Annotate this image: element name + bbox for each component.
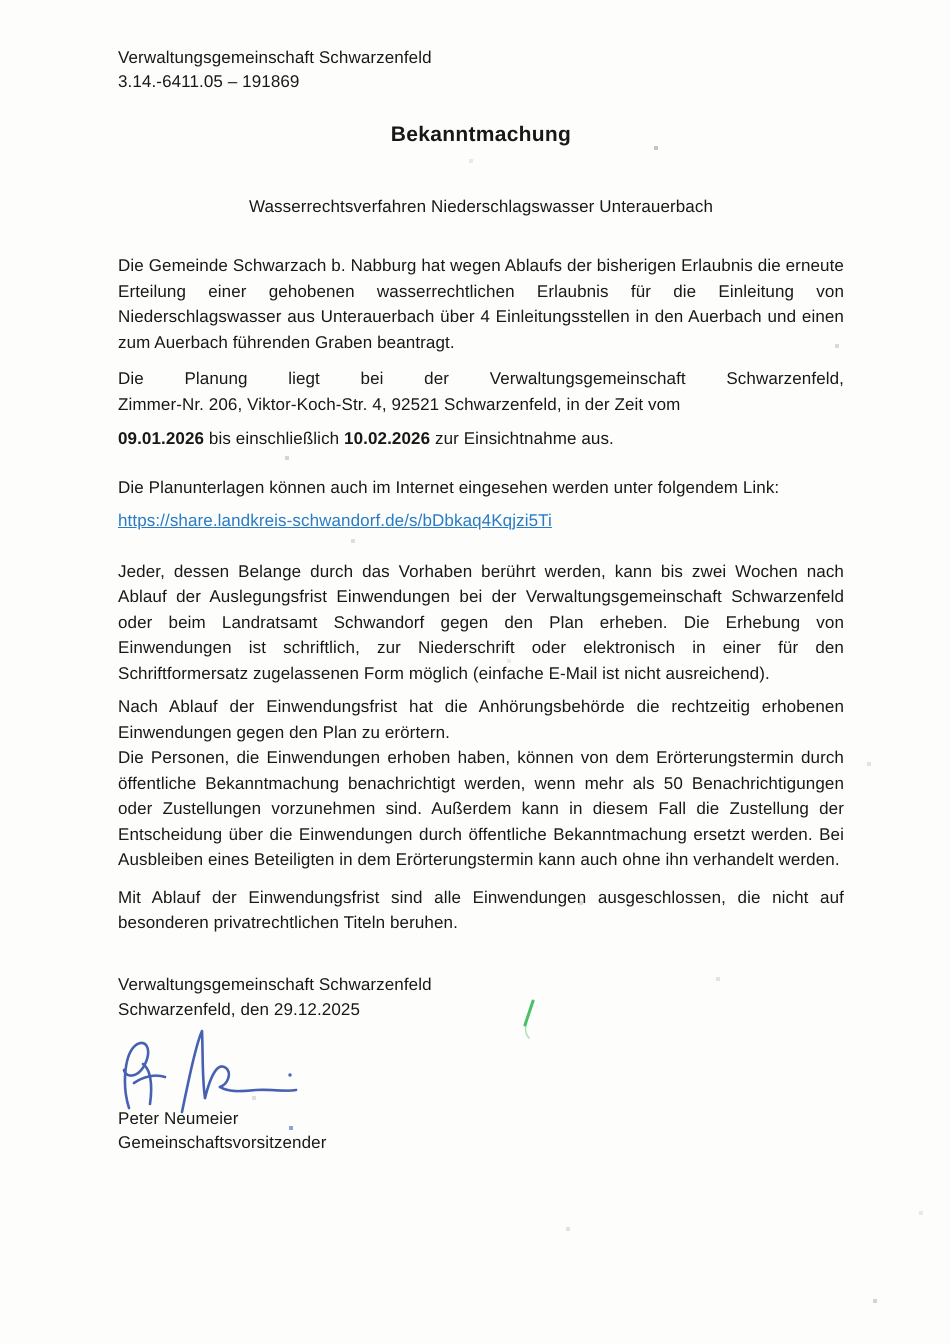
green-pen-mark xyxy=(519,998,539,1040)
scan-noise-speckles xyxy=(0,0,2,2)
signer-role: Gemeinschaftsvorsitzender xyxy=(118,1132,327,1152)
body-paragraph-exclusion: Mit Ablauf der Einwendungsfrist sind alle Einwendungen ausgeschlossen, die nicht auf besonderen privatrechtlichen Titeln beruhen. xyxy=(118,887,844,932)
inspection-line-2: Zimmer-Nr. 206, Viktor-Koch-Str. 4, 92521 Schwarzenfeld, in der Zeit vom xyxy=(118,394,681,414)
plan-link-line xyxy=(118,508,844,534)
notice-document xyxy=(118,46,844,1155)
handwritten-signature xyxy=(112,1028,302,1116)
body-paragraph-hearing: Nach Ablauf der Einwendungsfrist hat die Anhörungsbehörde die rechtzeitig erhobenen Einwendungen gegen den Plan zu erörtern. xyxy=(118,697,844,742)
signature-area xyxy=(112,1028,844,1116)
file-reference-number: 3.14.-6411.05 – 191869 xyxy=(118,72,300,91)
inspection-dates-connector: bis einschließlich xyxy=(208,429,340,448)
closing-org: Verwaltungsgemeinschaft Schwarzenfeld xyxy=(118,974,432,994)
sender-org: Verwaltungsgemeinschaft Schwarzenfeld xyxy=(118,48,432,67)
inspection-line-1: Die Planung liegt bei der Verwaltungsgemeinschaft Schwarzenfeld, xyxy=(118,369,844,388)
signer-name: Peter Neumeier xyxy=(118,1108,239,1128)
inspection-start-date: 09.01.2026 xyxy=(118,429,205,448)
closing-place-date: Schwarzenfeld, den 29.12.2025 xyxy=(118,999,361,1019)
body-paragraph-application: Die Gemeinde Schwarzach b. Nabburg hat wegen Ablaufs der bisherigen Erlaubnis die erneute Erteilung einer gehobenen wasserrechtlichen Erlaubnis für die Einleitung von Niederschlagswasser aus Unterauerbach über 4 Einleitungsstellen in den Auerbach und einen zum Auerbach führenden Graben beantragt. xyxy=(118,256,844,352)
plan-documents-link[interactable]: https://share.landkreis-schwandorf.de/s/bDbkaq4Kqjzi5Ti xyxy=(118,511,552,530)
body-paragraph-objections: Jeder, dessen Belange durch das Vorhaben berührt werden, kann bis zwei Wochen nach Ablauf der Auslegungsfrist Einwendungen bei der Verwaltungsgemeinschaft Schwarzenfeld oder beim Landratsamt Schwandorf gegen den Plan erheben. Die Erhebung von Einwendungen ist schriftlich, zur Niederschrift oder elektronisch in einer für den Schriftformersatz zugelassenen Form möglich (einfache E-Mail ist nicht ausreichend). xyxy=(118,561,844,683)
inspection-end-date: 10.02.2026 xyxy=(344,429,431,448)
body-paragraph-notification: Die Personen, die Einwendungen erhoben haben, können von dem Erörterungstermin durch öffentliche Bekanntmachung benachrichtigt werden, wenn mehr als 50 Benachrichtigungen oder Zustellungen vorzunehmen sind. Außerdem kann in diesem Fall die Zustellung der Entscheidung über die Einwendungen durch öffentliche Bekanntmachung ersetzt werden. Bei Ausbleiben eines Beteiligten in dem Erörterungstermin kann auch ohne ihn verhandelt werden. xyxy=(118,748,844,869)
internet-info-line: Die Planunterlagen können auch im Internet eingesehen werden unter folgendem Link: xyxy=(118,477,780,497)
body-paragraph-inspection xyxy=(118,366,844,417)
inspection-dates-tail: zur Einsichtnahme aus. xyxy=(434,429,614,448)
inspection-dates-line xyxy=(118,426,844,452)
closing-block xyxy=(118,972,844,1022)
sender-reference-block xyxy=(118,46,844,94)
notice-title: Bekanntmachung xyxy=(390,123,572,146)
notice-subject: Wasserrechtsverfahren Niederschlagswasser Unterauerbach xyxy=(248,196,714,216)
